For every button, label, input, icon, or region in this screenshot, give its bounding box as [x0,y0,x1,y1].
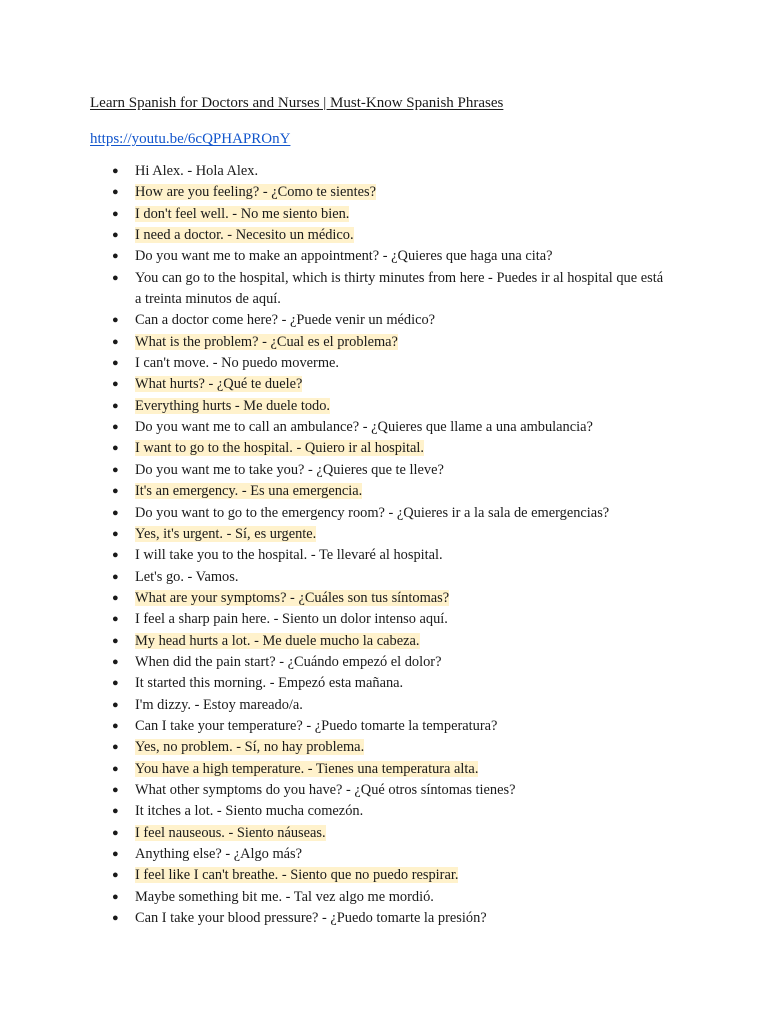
phrase-text: You can go to the hospital, which is thirty minutes from here - Puedes ir al hospital que está a treinta minutos de aquí. [135,269,664,308]
list-item [110,374,670,395]
list-item [110,417,670,438]
highlighted-phrase-text: Yes, it's urgent. - Sí, es urgente. [135,525,317,542]
list-item [110,631,670,652]
list-item [110,460,670,481]
phrase-text: It started this morning. - Empezó esta mañana. [135,675,404,692]
phrase-text: I will take you to the hospital. - Te llevaré al hospital. [135,547,443,564]
highlighted-phrase-text: Yes, no problem. - Sí, no hay problema. [135,739,365,756]
bullet-icon: ● [112,741,119,754]
list-item [110,865,670,886]
list-item [110,438,670,459]
phrase-text: I can't move. - No puedo moverme. [135,355,339,372]
bullet-icon: ● [112,506,119,519]
list-item [110,588,670,609]
bullet-icon: ● [112,165,119,177]
phrase-text: Hi Alex. - Hola Alex. [135,163,259,179]
highlighted-phrase-text: Everything hurts - Me duele todo. [135,397,331,414]
bullet-icon: ● [112,655,119,668]
bullet-icon: ● [112,186,119,199]
bullet-icon: ● [112,677,119,690]
phrase-list [110,161,670,929]
phrase-text: I'm dizzy. - Estoy mareado/a. [135,696,303,713]
list-item [110,823,670,844]
list-item [110,332,670,353]
bullet-icon: ● [112,613,119,626]
phrase-text: Do you want me to make an appointment? - ¿Quieres que haga una cita? [135,248,553,265]
list-item [110,353,670,374]
list-item [110,545,670,566]
bullet-icon: ● [112,314,119,327]
highlighted-phrase-text: What is the problem? - ¿Cual es el problema? [135,333,398,350]
bullet-icon: ● [112,229,119,242]
bullet-icon: ● [112,698,119,711]
phrase-text: Do you want me to call an ambulance? - ¿Quieres que llame a una ambulancia? [135,419,593,436]
phrase-text: Do you want me to take you? - ¿Quieres que te lleve? [135,461,444,478]
bullet-icon: ● [112,591,119,604]
highlighted-phrase-text: It's an emergency. - Es una emergencia. [135,483,363,500]
bullet-icon: ● [112,848,119,860]
bullet-icon: ● [112,634,119,647]
bullet-icon: ● [112,421,119,434]
list-item [110,716,670,737]
phrase-text: Let's go. - Vamos. [135,568,239,585]
list-item [110,695,670,716]
phrase-text: Anything else? - ¿Algo más? [135,846,303,862]
phrase-text: I feel a sharp pain here. - Siento un dolor intenso aquí. [135,611,448,628]
phrase-text: What other symptoms do you have? - ¿Qué otros síntomas tienes? [135,781,516,798]
list-item [110,567,670,588]
highlighted-phrase-text: What hurts? - ¿Qué te duele? [135,376,303,393]
phrase-text: Maybe something bit me. - Tal vez algo me mordió. [135,888,434,905]
bullet-icon: ● [112,378,119,391]
list-item [110,737,670,758]
list-item [110,759,670,780]
phrase-text: It itches a lot. - Siento mucha comezón. [135,803,364,820]
list-item [110,246,670,267]
list-item [110,609,670,630]
phrase-text: Can I take your temperature? - ¿Puedo tomarte la temperatura? [135,717,498,734]
highlighted-phrase-text: You have a high temperature. - Tienes una temperatura alta. [135,760,479,777]
list-item [110,503,670,524]
list-item [110,161,670,182]
bullet-icon: ● [112,357,119,370]
list-item [110,268,670,311]
phrase-text: Do you want to go to the emergency room? - ¿Quieres ir a la sala de emergencias? [135,504,610,521]
list-item [110,204,670,225]
bullet-icon: ● [112,762,119,775]
highlighted-phrase-text: I feel nauseous. - Siento náuseas. [135,824,326,841]
list-item [110,801,670,822]
list-item [110,225,670,246]
bullet-icon: ● [112,485,119,498]
list-item [110,524,670,545]
bullet-icon: ● [112,869,119,882]
list-item [110,396,670,417]
highlighted-phrase-text: How are you feeling? - ¿Como te sientes? [135,184,376,201]
list-item [110,844,670,865]
bullet-icon: ● [112,527,119,540]
bullet-icon: ● [112,783,119,796]
list-item [110,652,670,673]
bullet-icon: ● [112,805,119,818]
highlighted-phrase-text: I need a doctor. - Necesito un médico. [135,227,354,244]
bullet-icon: ● [112,549,119,562]
bullet-icon: ● [112,826,119,839]
phrase-text: Can a doctor come here? - ¿Puede venir un médico? [135,312,436,329]
document-title: Learn Spanish for Doctors and Nurses | Must-Know Spanish Phrases [90,95,504,111]
list-item [110,182,670,203]
bullet-icon: ● [112,570,119,583]
list-item [110,887,670,908]
list-item [110,310,670,331]
bullet-icon: ● [112,890,119,903]
highlighted-phrase-text: My head hurts a lot. - Me duele mucho la cabeza. [135,632,420,649]
bullet-icon: ● [112,250,119,263]
bullet-icon: ● [112,335,119,348]
youtube-link[interactable]: https://youtu.be/6cQPHAPROnY [90,131,291,147]
list-item [110,908,670,929]
bullet-icon: ● [112,399,119,412]
highlighted-phrase-text: I feel like I can't breathe. - Siento que no puedo respirar. [135,867,459,884]
list-item [110,481,670,502]
highlighted-phrase-text: I want to go to the hospital. - Quiero ir al hospital. [135,440,424,457]
phrase-text: When did the pain start? - ¿Cuándo empezó el dolor? [135,653,442,670]
list-item [110,780,670,801]
bullet-icon: ● [112,271,119,284]
highlighted-phrase-text: What are your symptoms? - ¿Cuáles son tus síntomas? [135,589,450,606]
phrase-text: Can I take your blood pressure? - ¿Puedo tomarte la presión? [135,910,487,927]
highlighted-phrase-text: I don't feel well. - No me siento bien. [135,205,350,222]
bullet-icon: ● [112,719,119,732]
bullet-icon: ● [112,207,119,220]
bullet-icon: ● [112,912,119,925]
bullet-icon: ● [112,463,119,476]
bullet-icon: ● [112,442,119,455]
list-item [110,673,670,694]
